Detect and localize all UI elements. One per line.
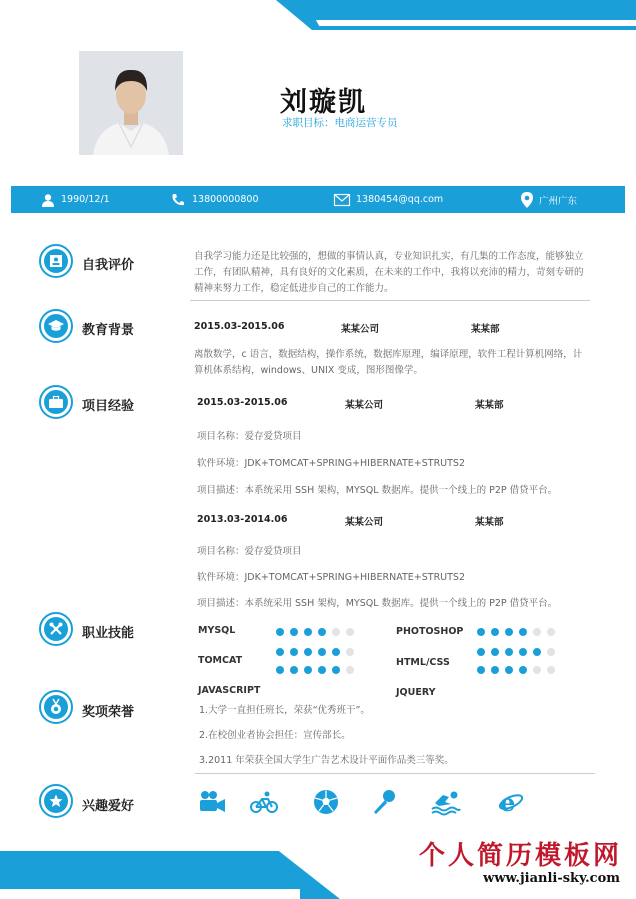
education-title: 教育背景 <box>82 323 135 338</box>
section-divider <box>195 773 595 774</box>
bottom-decor-stripe <box>0 889 300 899</box>
project-date: 2015.03-2015.06 <box>197 397 288 408</box>
awards-title: 奖项荣誉 <box>82 705 135 720</box>
id-card-icon <box>49 254 63 268</box>
project-desc: 项目描述：本系统采用 SSH 架构，MYSQL 数据库。提供一个线上的 P2P 借贷平台。 <box>197 598 558 609</box>
skill-name: MYSQL <box>198 625 236 636</box>
email-text: 1380454@qq.com <box>356 194 444 205</box>
birthday-item <box>41 186 110 213</box>
job-target: 求职目标：电商运营专员 <box>282 117 398 129</box>
education-section-icon <box>39 309 73 343</box>
graduation-cap-icon <box>48 319 64 333</box>
edu-dept: 某某部 <box>471 324 500 335</box>
camera-icon <box>199 789 227 815</box>
project-name: 项目名称：爱存爱贷项目 <box>197 546 302 557</box>
top-decor-stripe <box>306 20 636 26</box>
edu-date: 2015.03-2015.06 <box>194 321 285 332</box>
contact-bar <box>11 186 625 213</box>
phone-text: 13800000800 <box>192 194 259 205</box>
project-title: 项目经验 <box>82 399 135 414</box>
project-date: 2013.03-2014.06 <box>197 514 288 525</box>
skills-section-icon <box>39 612 73 646</box>
section-divider <box>190 300 590 301</box>
project-env: 软件环境：JDK+TOMCAT+SPRING+HIBERNATE+STRUTS2 <box>197 572 465 583</box>
email-item <box>334 186 443 213</box>
svg-text:e: e <box>500 788 516 817</box>
location-item <box>521 186 577 213</box>
briefcase-icon <box>49 396 63 408</box>
skill-level <box>477 628 555 636</box>
candidate-name: 刘璇凯 <box>280 87 367 118</box>
self-eval-line: 精神来努力工作，稳定低进步自己的工作能力。 <box>194 283 394 294</box>
self-eval-text <box>194 249 604 297</box>
swimming-icon <box>432 789 460 815</box>
project-desc: 项目描述：本系统采用 SSH 架构，MYSQL 数据库。提供一个线上的 P2P 借贷平台。 <box>197 485 558 496</box>
skill-level <box>477 648 555 656</box>
project-section-icon <box>39 385 73 419</box>
microphone-icon <box>370 789 398 815</box>
award-line: 2.在校创业者协会担任：宣传部长。 <box>199 730 351 741</box>
project-dept: 某某部 <box>475 517 504 528</box>
skills-grid <box>190 620 590 698</box>
edu-company: 某某公司 <box>341 324 380 335</box>
skill-level <box>276 648 354 656</box>
ie-browser-icon <box>497 789 525 815</box>
avatar <box>79 51 183 155</box>
edu-line: 算机体系结构，windows、UNIX 变成，图形图像学。 <box>194 365 423 376</box>
edu-line: 离散数学，c 语言，数据结构，操作系统，数据库原理，编译原理，软件工程计算机网络，计 <box>194 349 583 360</box>
project-env: 软件环境：JDK+TOMCAT+SPRING+HIBERNATE+STRUTS2 <box>197 458 465 469</box>
skill-name: HTML/CSS <box>396 657 450 668</box>
project-company: 某某公司 <box>345 517 384 528</box>
project-company: 某某公司 <box>345 400 384 411</box>
self-eval-title: 自我评价 <box>82 258 135 273</box>
mail-icon <box>334 194 350 206</box>
self-eval-line: 自我学习能力还是比较强的，想做的事情认真，专业知识扎实，有几集的工作态度，能够独立 <box>194 251 584 262</box>
skills-title: 职业技能 <box>82 626 135 641</box>
edu-text <box>194 347 604 379</box>
skill-name: TOMCAT <box>198 655 243 666</box>
birthday-text: 1990/12/1 <box>61 194 110 205</box>
awards-section-icon <box>39 690 73 724</box>
phone-item <box>170 186 259 213</box>
skill-level <box>477 666 555 674</box>
tools-icon <box>49 622 63 636</box>
skill-level <box>276 666 354 674</box>
hobby-title: 兴趣爱好 <box>82 799 135 814</box>
skill-name: JQUERY <box>396 687 436 698</box>
project-name: 项目名称：爱存爱贷项目 <box>197 431 302 442</box>
location-text: 广州广东 <box>539 195 578 207</box>
hobby-section-icon <box>39 784 73 818</box>
football-icon <box>312 789 340 815</box>
self-eval-section-icon <box>39 244 73 278</box>
star-icon <box>49 794 63 808</box>
self-eval-line: 工作，有团队精神，具有良好的文化素质，在未来的工作中，我将以充沛的精力，苛刻专研的 <box>194 267 584 278</box>
skill-name: PHOTOSHOP <box>396 626 464 637</box>
medal-icon <box>50 699 62 715</box>
person-icon <box>41 193 55 207</box>
phone-icon <box>170 192 186 208</box>
location-pin-icon <box>521 192 533 208</box>
award-line: 1.大学一直担任班长，荣获“优秀班干”。 <box>199 705 370 716</box>
skill-name: JAVASCRIPT <box>198 685 261 696</box>
skill-level <box>276 628 354 636</box>
watermark-url: www.jianli-sky.com <box>483 871 620 886</box>
project-dept: 某某部 <box>475 400 504 411</box>
watermark-title: 个人简历模板网 <box>418 841 622 871</box>
award-line: 3.2011 年荣获全国大学生广告艺术设计平面作品类三等奖。 <box>199 755 454 766</box>
cycling-icon <box>250 789 278 815</box>
